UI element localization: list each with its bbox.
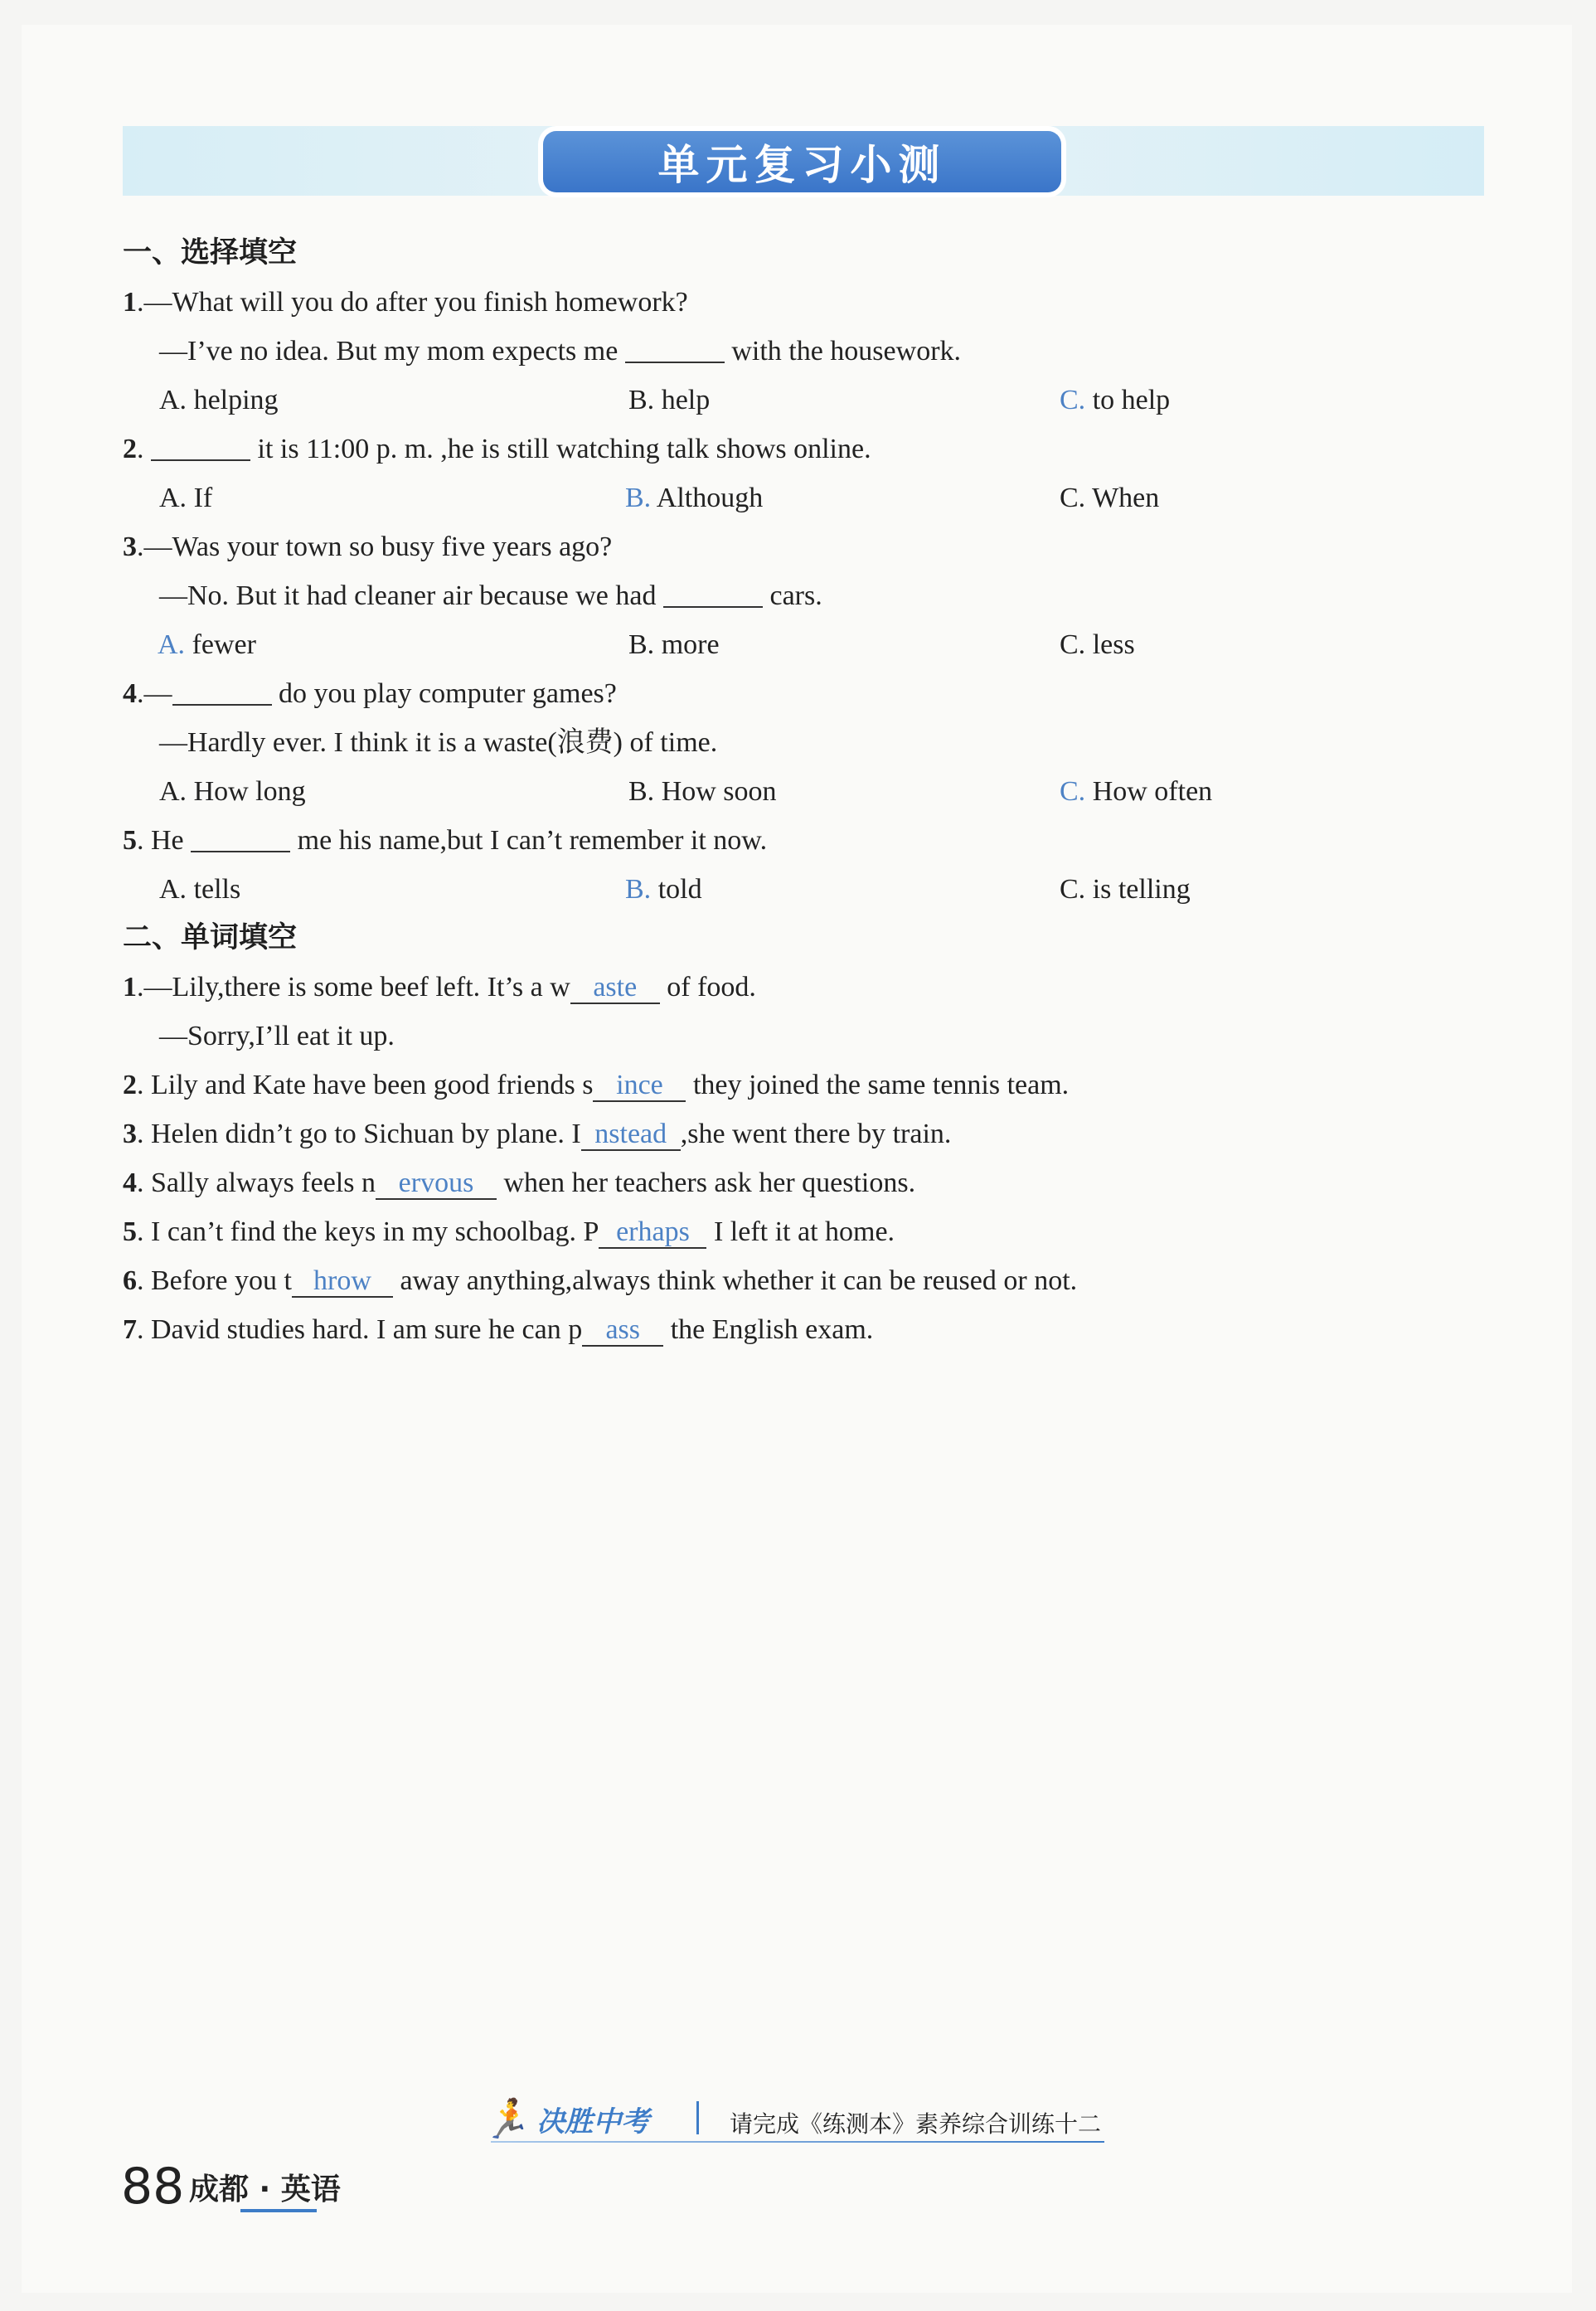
options-row [123,620,1482,669]
option-text: told [651,874,702,905]
option-text: helping [187,385,279,415]
option-b [625,473,763,522]
question-number: 2 [123,434,137,464]
option-text: How long [187,776,306,807]
filled-answer: hrow [292,1266,393,1298]
question-text: cars. [762,580,822,611]
question-text: the English exam. [663,1314,874,1345]
question-text: away anything,always think whether it can be reused or not. [392,1265,1078,1296]
question-number: 5 [123,825,137,856]
option-letter: A. [159,776,187,807]
filled-answer: aste [570,973,660,1004]
filled-answer: ervous [376,1168,497,1200]
option-letter: C. [1060,385,1086,415]
answer-blank [151,428,250,461]
footer-rule [491,2141,1104,2143]
question-line [123,1207,1482,1256]
question-line [123,425,1482,473]
option-letter: C. [1060,629,1086,660]
filled-answer: erhaps [599,1217,706,1249]
option-text: more [654,629,720,660]
option-text: is telling [1085,874,1191,905]
question-line [123,963,1482,1012]
answer-blank [663,575,763,608]
question-text: —Sorry,I’ll eat it up. [159,1021,395,1051]
option-letter: B. [625,483,652,513]
question-number: 6 [123,1265,137,1296]
question-text: . [137,434,151,464]
option-letter: C. [1060,483,1086,513]
option-letter: B. [628,385,655,415]
question-text: .—Lily,there is some beef left. It’s a w [137,972,570,1003]
filled-answer: nstead [581,1119,681,1151]
options-row [123,865,1482,914]
section-title: 二、单词填空 [123,921,298,954]
option-b [628,376,710,425]
option-text: How soon [654,776,777,807]
page-title: 单元复习小测 [543,131,1061,192]
question-line [123,669,1482,718]
option-letter: B. [628,776,655,807]
question-line [123,718,1482,767]
content [123,229,1482,1354]
question-text: of food. [659,972,756,1003]
option-text: help [654,385,711,415]
option-text: When [1085,483,1160,513]
option-b [625,865,702,914]
option-text: Although [651,483,764,513]
option-a [159,376,279,425]
question-number: 1 [123,287,137,318]
filled-answer: ince [593,1071,686,1102]
option-letter: B. [628,629,655,660]
answer-blank [172,672,272,706]
page-label: 成都 · 英语 [189,2173,341,2207]
question-text: I left it at home. [706,1216,895,1247]
question-text: —Hardly ever. I think it is a waste(浪费) of time. [159,727,718,758]
question-line [123,1158,1482,1207]
question-number: 7 [123,1314,137,1345]
options-row [123,473,1482,522]
question-text: . I can’t find the keys in my schoolbag. P [137,1216,599,1247]
question-text: do you play computer games? [271,678,617,709]
option-letter: A. [159,874,187,905]
option-letter: A. [158,629,186,660]
option-text: If [187,483,213,513]
option-c [1060,473,1159,522]
option-a [159,473,212,522]
question-number: 4 [123,1168,137,1198]
option-letter: A. [159,483,187,513]
question-text: . Before you t [137,1265,292,1296]
footer-banner [483,2090,1121,2148]
options-row [123,767,1482,816]
option-a [159,865,240,914]
option-text: less [1085,629,1135,660]
question-text: —No. But it had cleaner air because we had [159,580,663,611]
question-line [123,571,1482,620]
option-text: to help [1085,385,1171,415]
question-text: .— [137,678,172,709]
question-number: 3 [123,532,137,562]
question-number: 4 [123,678,137,709]
question-text: me his name,but I can’t remember it now. [290,825,768,856]
question-text: . He [137,825,192,856]
question-line [123,1061,1482,1109]
answer-blank [191,819,290,852]
question-line [123,816,1482,865]
question-text: . Sally always feels n [137,1168,376,1198]
option-c [1060,620,1135,669]
question-text: . Helen didn’t go to Sichuan by plane. I [137,1119,581,1149]
option-a [159,767,306,816]
question-text: they joined the same tennis team. [686,1070,1070,1100]
filled-answer: ass [582,1315,663,1347]
footer-logo-text: 决胜中考 [536,2105,650,2139]
option-b [628,620,720,669]
question-number: 5 [123,1216,137,1247]
option-text: fewer [185,629,256,660]
question-text: . David studies hard. I am sure he can p [137,1314,583,1345]
option-c [1060,767,1212,816]
page-label-underline [240,2209,317,2212]
option-letter: A. [159,385,187,415]
question-number: 3 [123,1119,137,1149]
option-text: tells [187,874,241,905]
question-line [123,327,1482,376]
question-text: ,she went there by train. [680,1119,952,1149]
question-text: .—What will you do after you finish homework? [137,287,688,318]
option-a [158,620,256,669]
options-row [123,376,1482,425]
question-number: 2 [123,1070,137,1100]
option-letter: B. [625,874,652,905]
option-c [1060,376,1170,425]
runner-icon: 🏃 [483,2095,531,2141]
question-number: 1 [123,972,137,1003]
question-text: when her teachers ask her questions. [497,1168,916,1198]
option-letter: C. [1060,776,1086,807]
footer-logo [483,2090,698,2148]
footer-divider [696,2101,699,2134]
question-line [123,1012,1482,1061]
option-b [628,767,777,816]
question-text: with the housework. [724,336,962,367]
question-line [123,1256,1482,1305]
footer-note: 请完成《练测本》素养综合训练十二 [730,2110,1102,2138]
question-line [123,1305,1482,1354]
option-text: How often [1085,776,1213,807]
option-c [1060,865,1191,914]
question-text: it is 11:00 p. m. ,he is still watching talk shows online. [250,434,871,464]
page-number: 88 [121,2158,185,2216]
question-text: .—Was your town so busy five years ago? [137,532,613,562]
question-text: —I’ve no idea. But my mom expects me [159,336,625,367]
question-line [123,278,1482,327]
answer-blank [625,330,725,363]
question-text: . Lily and Kate have been good friends s [137,1070,594,1100]
question-line [123,1109,1482,1158]
section-title: 一、选择填空 [123,236,298,269]
question-line [123,522,1482,571]
option-letter: C. [1060,874,1086,905]
